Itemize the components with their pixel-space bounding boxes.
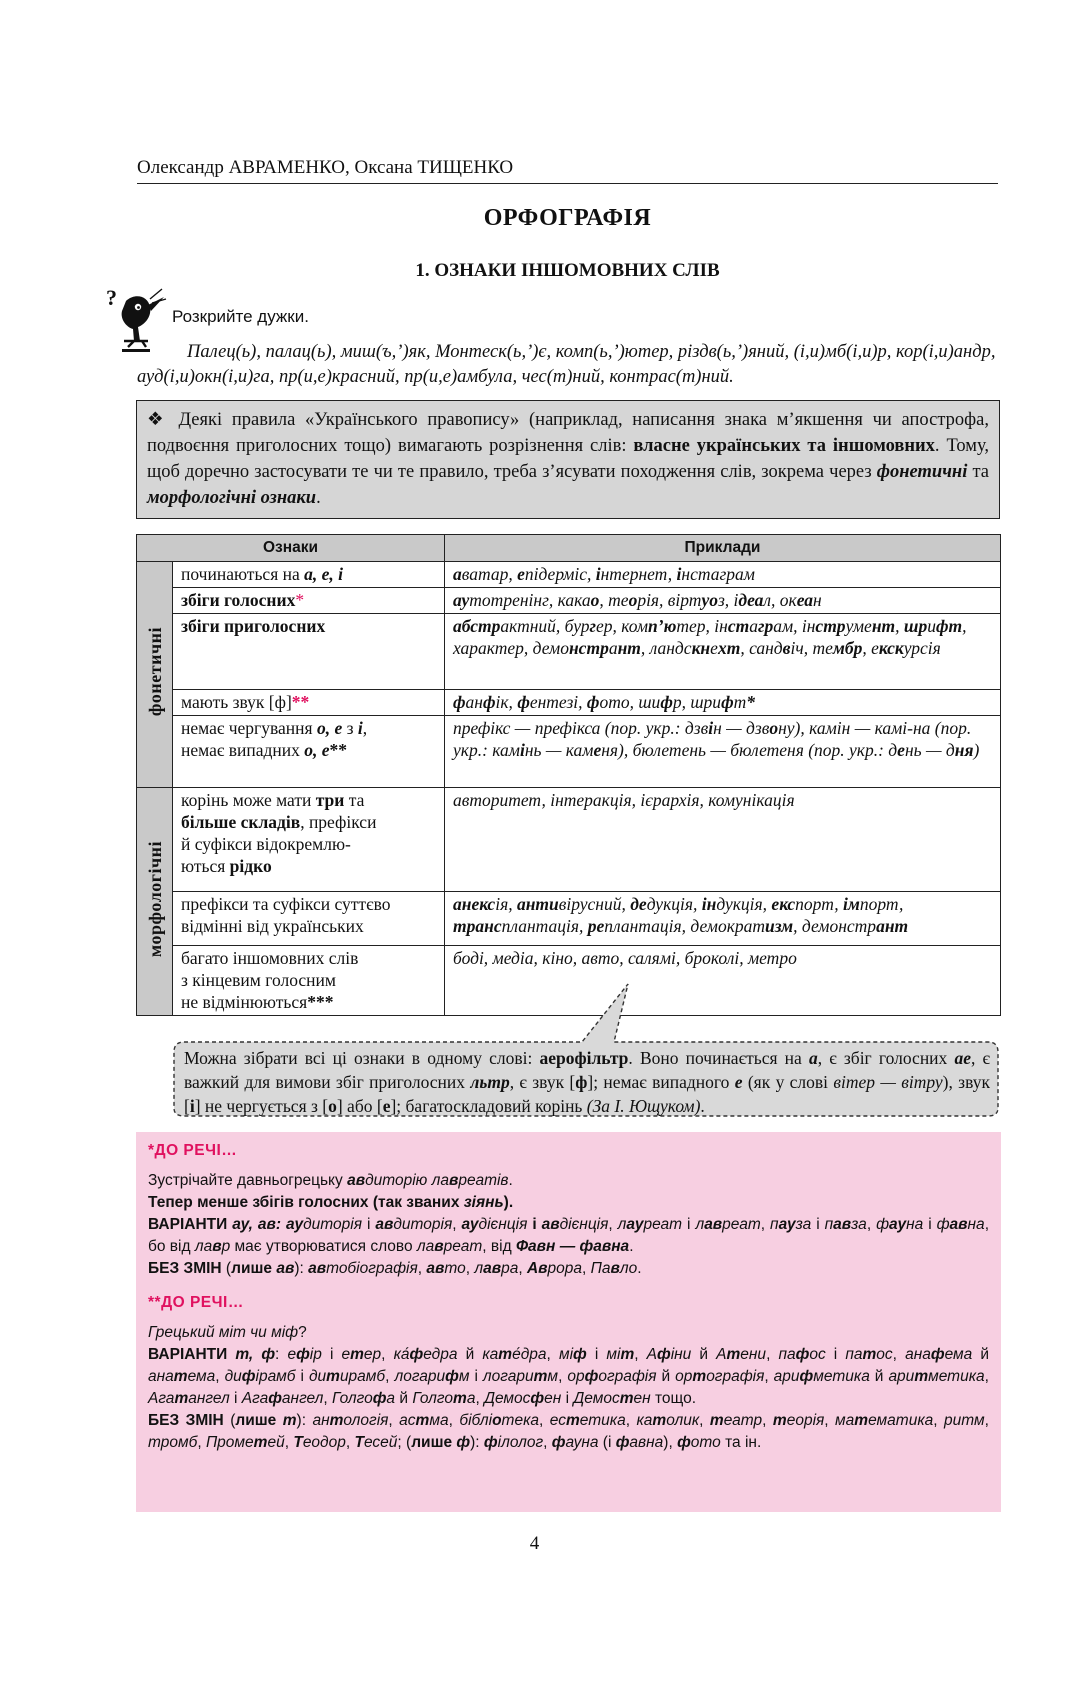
note2-line3: БЕЗ ЗМІН (лише т): антологія, астма, бібліотека, естетика, католик, театр, теорія, математика, ритм, тромб, Прометей, Теодор, Тесей; (лише ф): філолог, фауна (і фавна), фото та ін. (148, 1412, 989, 1451)
table-row (137, 892, 1001, 946)
task-instruction: Розкрийте дужки. (172, 307, 309, 326)
sign-cell: збіги голосних* (173, 588, 445, 614)
example-cell: аватар, епідерміс, інтернет, інстаграм (445, 562, 1001, 588)
topic-title: 1. ОЗНАКИ ІНШОМОВНИХ СЛІВ (415, 260, 720, 281)
note1-line4: БЕЗ ЗМІН (лише ав): автобіографія, авто, лавра, Аврора, Павло. (148, 1260, 642, 1277)
sign-cell: багато іншомовних слів з кінцевим голосним не відмінюються*** (173, 946, 445, 1016)
sign-cell: збіги приголосних (173, 614, 445, 690)
section-title: ОРФОГРАФІЯ (483, 205, 652, 231)
note1-line3: ВАРІАНТИ ау, ав: аудиторія і авдиторія, аудієнція і авдієнція, лауреат і лавреат, пауза і павза, фауна і фавна, бо від лавр має утворюватися слово лавреат, від Фавн — фавна. (148, 1216, 989, 1255)
svg-text:?: ? (106, 285, 117, 310)
example-cell: фанфік, фентезі, фото, шифр, шрифт* (445, 690, 1001, 716)
sign-cell: немає чергування о, е з і, немає випадних о, е** (173, 716, 445, 788)
note2-line1: Грецький міт чи міф? (148, 1324, 307, 1341)
note2-line2: ВАРІАНТИ т, ф: ефір і етер, ка́федра й кате́дра, міф і міт, Афіни й Атени, пафос і патос, анафема й анатема, дифірамб і дитирамб, логарифм і логаритм, орфографія й ортографія, арифметика й аритметика, Агатангел і Агафангел, Голгофа й Голгота, Демосфен і Демостен тощо. (148, 1346, 990, 1407)
note1-line2: Тепер менше збігів голосних (так званих зіянь). (148, 1194, 514, 1211)
group-morphological: морфологічні (137, 788, 173, 1016)
sign-cell: починаються на а, е, і (173, 562, 445, 588)
sign-cell: префікси та суфікси суттєво відмінні від українських (173, 892, 445, 946)
running-head-authors: Олександр АВРАМЕНКО, Оксана ТИЩЕНКО (137, 157, 998, 184)
table-row (137, 788, 1001, 892)
rule-box: ❖ Деякі правила «Українського правопису» (наприклад, написання знака м’якшення чи апострофа, подвоєння приголосних тощо) вимагають розрізнення слів: власне українських та іншомовних. Тому, щоб доречно застосувати те чи те правило, треба з’ясувати походження слів, зокрема через фонетичні та морфологічні ознаки. (136, 400, 1000, 519)
callout-text: Можна зібрати всі ці ознаки в одному слові: аерофільтр. Воно починається на а, є збіг голосних ае, є важкий для вимови збіг приголосних льтр, є звук [ф]; немає випадного е (як у слові вітер — вітру), звук [і] не чергується з [о] або [е]; багатоскладовий корінь (За І. Ющуком). (184, 1048, 991, 1116)
table-row (137, 588, 1001, 614)
example-cell: префікс — префікса (пор. укр.: дзвін — дзвону), камін — камі-на (пор. укр.: камінь — каменя), бюлетень — бюлетеня (пор. укр.: день — дня) (445, 716, 1001, 788)
group-phonetic: фонетичні (137, 562, 173, 788)
table-row (137, 716, 1001, 788)
example-cell: абстрактний, бургер, комп’ютер, інстаграм, інструмент, шрифт, характер, демонстрант, ландскнехт, сандвіч, тембр, екскурсія (445, 614, 1001, 690)
page-number: 4 (529, 1533, 540, 1554)
sign-cell: корінь може мати три та більше складів, префікси й суфікси відокремлю- ються рідко (173, 788, 445, 892)
header-examples: Приклади (445, 535, 1001, 562)
table-row (137, 690, 1001, 716)
summary-callout (172, 1042, 1000, 1118)
example-cell: авторитет, інтеракція, ієрархія, комунікація (445, 788, 1001, 892)
task-text: Палец(ь), палац(ь), миш(ъ,’)як, Монтеск(ь,’)є, комп(ь,’)ютер, різдв(ь,’)яний, (і,и)мб(і,и)р, кор(і,и)андр, ауд(і,и)окн(і,и)га, пр(и,е)красний, пр(и,е)амбула, чес(т)ний, контрас(т)ний. (137, 342, 996, 387)
example-cell: аутотренінг, какао, теорія, віртуоз, ідеал, океан (445, 588, 1001, 614)
note1-line1: Зустрічайте давньогрецьку авдиторію лавреатів. (148, 1172, 513, 1189)
signs-table (136, 534, 1001, 1016)
example-cell: боді, медіа, кіно, авто, салямі, броколі, метро (445, 946, 1001, 1016)
note-heading-1: *ДО РЕЧІ… (148, 1142, 238, 1159)
bullet-icon: ❖ (147, 410, 169, 430)
note-heading-2: **ДО РЕЧІ… (148, 1294, 244, 1311)
notes-box (136, 1132, 1001, 1512)
table-row (137, 614, 1001, 690)
table-row (137, 562, 1001, 588)
sign-cell: мають звук [ф]** (173, 690, 445, 716)
header-signs: Ознаки (137, 535, 445, 562)
example-cell: анексія, антивірусний, дедукція, індукція, експорт, імпорт, трансплантація, реплантація, демократизм, демонстрант (445, 892, 1001, 946)
